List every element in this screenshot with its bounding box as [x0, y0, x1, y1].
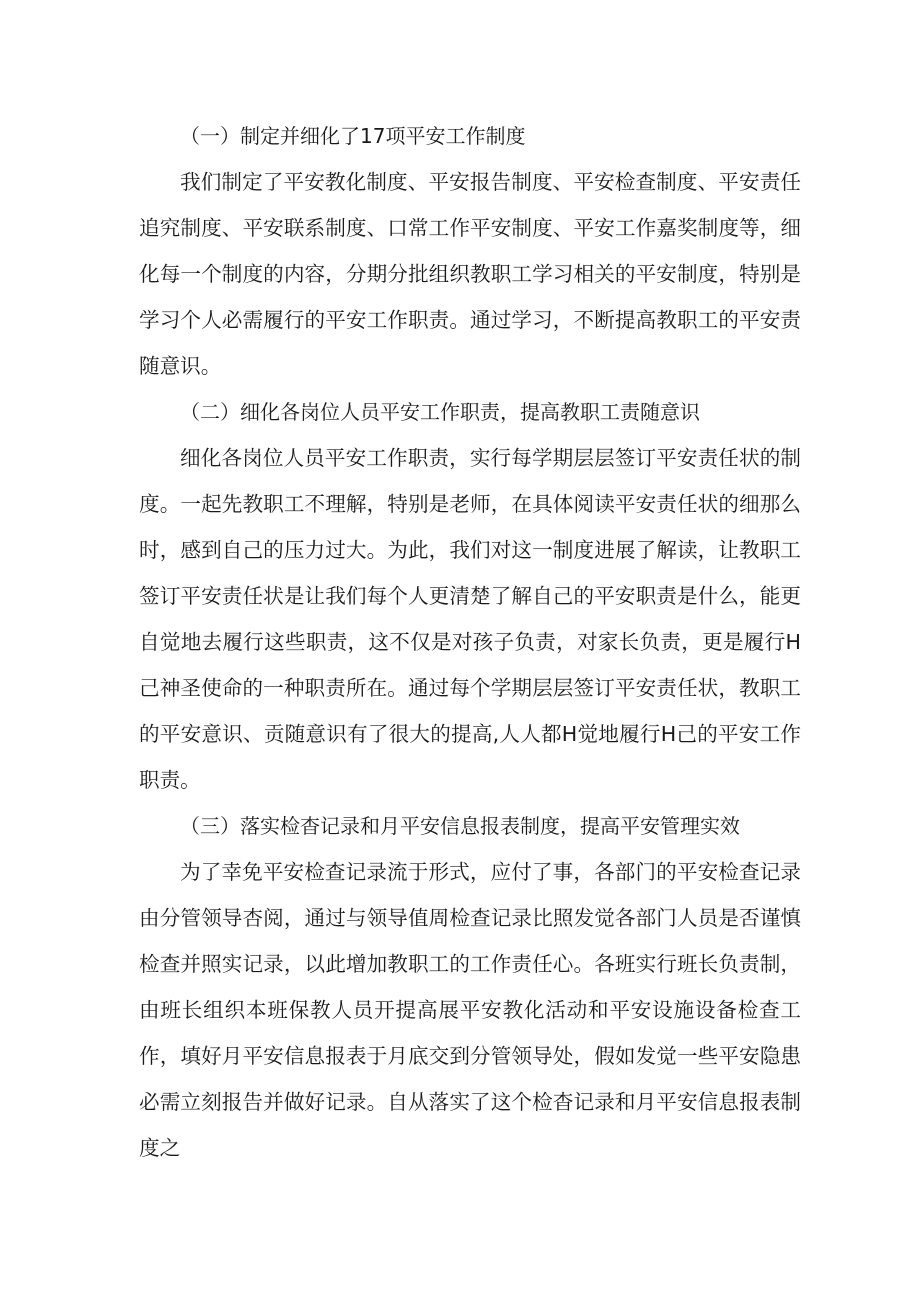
section-paragraph-2: 细化各岗位人员平安工作职责，实行每学期层层签订平安责任状的制度。一起先教职工不理解，特别是老师，在具体阅读平安责任状的细那么时，感到自己的压力过大。为此，我们对这一制度进展了解读，让教职工签订平安责任状是让我们每个人更清楚了解自己的平安职责是什么，能更自觉地去履行这些职责，这不仅是对孩子负责，对家长负责，更是履行H己神圣使命的一种职责所在。通过每个学期层层签订平安责任状，教职工的平安意识、贡随意识有了很大的提高,人人都H觉地履行H己的平安工作职责。 — [139, 446, 801, 792]
document-body — [139, 113, 801, 1171]
section-paragraph-1: 我们制定了平安教化制度、平安报告制度、平安检查制度、平安责任追究制度、平安联系制度、口常工作平安制度、平安工作嘉奖制度等，细化每一个制度的内容，分期分批组织教职工学习相关的平安制度，特别是学习个人必需履行的平安工作职责。通过学习，不断提高教职工的平安责随意识。 — [139, 170, 801, 378]
section-paragraph-3: 为了幸免平安检查记录流于形式，应付了事，各部门的平安检查记录由分管领导杏阅，通过与领导值周检查记录比照发觉各部门人员是否谨慎检查并照实记录，以此增加教职工的工作责任心。各班实行班长负责制，由班长组织本班保教人员开提高展平安教化活动和平安设施设备检查工作，填好月平安信息报表于月底交到分管领导处，假如发觉一些平安隐患必需立刻报告并做好记录。自从落实了这个检杳记录和月平安信息报表制度之 — [139, 860, 801, 1160]
section-heading-3: （三）落实检杳记录和月平安信息报表制度，提高平安管理实效 — [180, 814, 740, 838]
section-heading-2: （二）细化各岗位人员平安工作职责，提高教职工责随意识 — [180, 400, 700, 424]
section-heading-1: （一）制定并细化了17项平安工作制度 — [180, 124, 526, 148]
